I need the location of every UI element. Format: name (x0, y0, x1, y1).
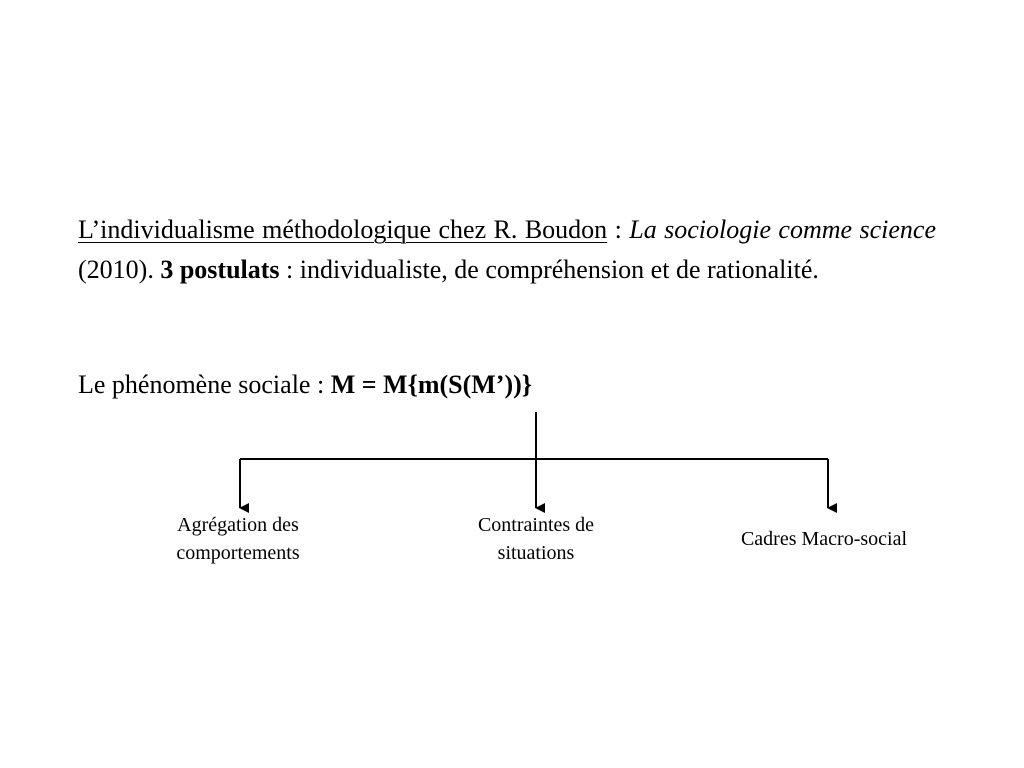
postulates-label: 3 postulats (160, 255, 280, 284)
formula-label: Le phénomène sociale : (78, 370, 331, 399)
formula-line (78, 365, 532, 405)
node-agregation-line1: Agrégation des (177, 514, 299, 536)
node-agregation-line2: comportements (176, 542, 300, 564)
intro-separator: : (607, 215, 630, 244)
node-contraintes-line2: situations (497, 542, 575, 564)
postulates-list: : individualiste, de compréhension et de rationalité. (279, 255, 819, 284)
node-contraintes-line1: Contraintes de (477, 514, 595, 536)
book-title: La sociologie comme science (629, 215, 936, 244)
formula-expression: M = M{m(S(M’))} (330, 370, 533, 399)
book-year: (2010). (78, 255, 161, 284)
node-agregation (138, 511, 338, 567)
node-cadres-line1: Cadres Macro-social (740, 528, 908, 550)
intro-heading: L’individualisme méthodologique chez R. Boudon (78, 215, 608, 244)
node-cadres (704, 525, 944, 553)
node-contraintes (436, 511, 636, 567)
intro-paragraph (78, 210, 936, 290)
